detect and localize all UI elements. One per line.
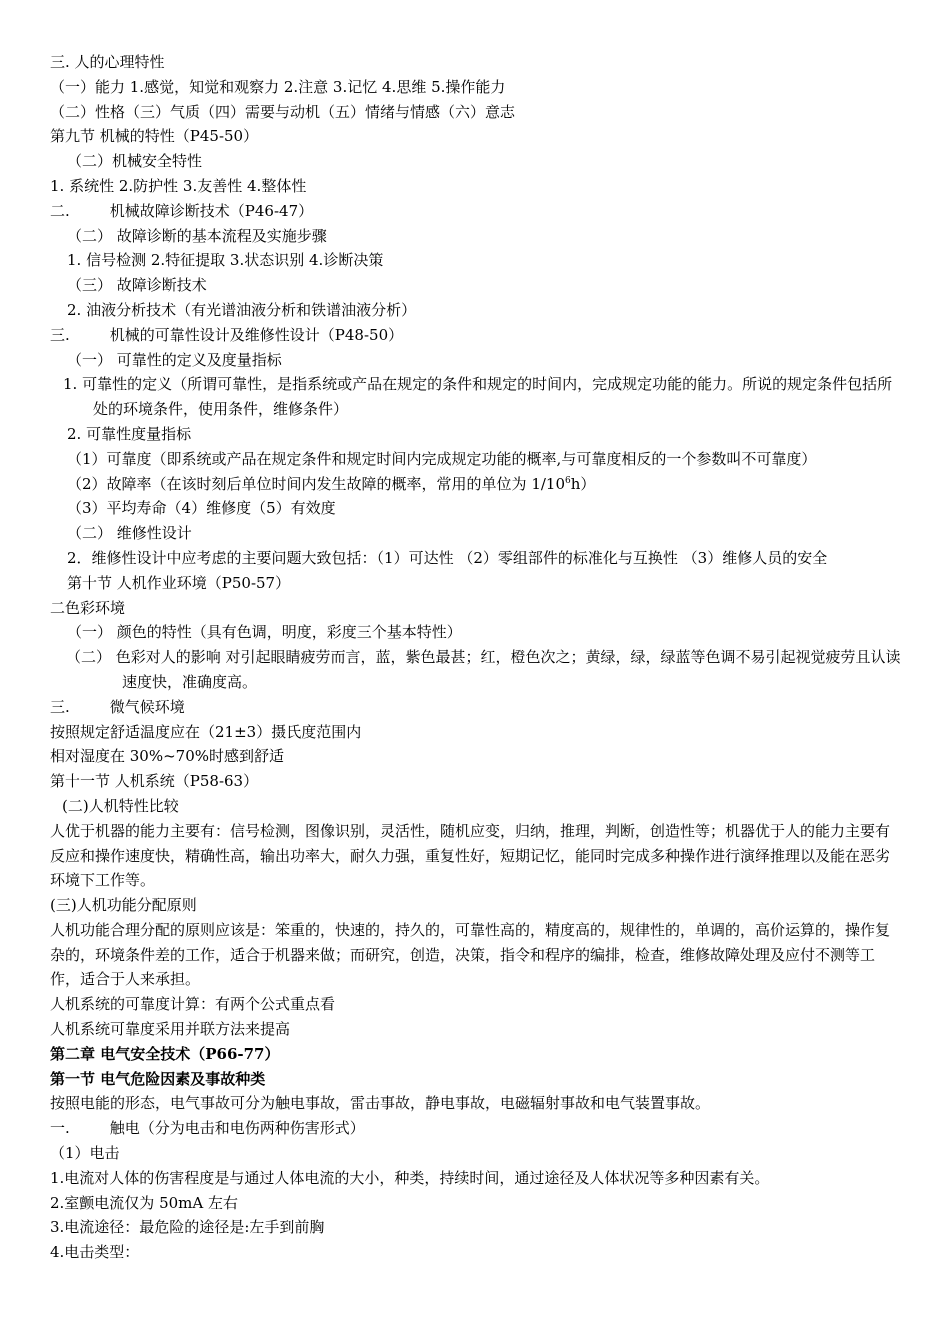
- section-heading: [50, 199, 902, 224]
- text-span: （2）故障率（在该时刻后单位时间内发生故障的概率，常用的单位为 1/10: [67, 474, 565, 493]
- text-line: （一）能力 1.感觉，知觉和观察力 2.注意 3.记忆 4.思维 5.操作能力: [50, 77, 506, 96]
- subsection-heading: （二） 故障诊断的基本流程及实施步骤: [67, 226, 327, 245]
- section-heading: [50, 695, 902, 720]
- text-line: （二）性格（三）气质（四）需要与动机（五）情绪与情感（六）意志: [50, 102, 516, 121]
- heading-text: 机械的可靠性设计及维修性设计（P48-50）: [109, 325, 404, 344]
- section-heading: [50, 323, 902, 348]
- text-line: 按照电能的形态，电气事故可分为触电事故，雷击事故，静电事故，电磁辐射事故和电气装置事故。: [50, 1094, 711, 1113]
- list-item: 1. 可靠性的定义（所谓可靠性，是指系统或产品在规定的条件和规定的时间内，完成规定功能的能力。所说的规定条件包括所处的环境条件，使用条件，维修条件）: [63, 375, 893, 419]
- text-line: [67, 472, 902, 497]
- subsection-heading: （1）电击: [50, 1144, 120, 1163]
- subsection-heading: （二）机械安全特性: [67, 152, 203, 171]
- subsection-heading: （二） 维修性设计: [67, 524, 192, 543]
- text-paragraph: 人机功能合理分配的原则应该是：笨重的，快速的，持久的，可靠性高的，精度高的，规律性的，单调的，高价运算的，操作复杂的，环境条件差的工作，适合于机器来做；而研究，创造，决策，指令和程序的编排，检查，维修故障处理及应付不测等工作，适合于人来承担。: [50, 920, 891, 989]
- heading-number: 一.: [50, 1119, 70, 1138]
- subsection-heading: （三） 故障诊断技术: [67, 276, 207, 295]
- list-item: 2. 油液分析技术（有光谱油液分析和铁谱油液分析）: [67, 300, 417, 319]
- heading-text: 机械故障诊断技术（P46-47）: [109, 201, 314, 220]
- heading-number: 三.: [50, 325, 70, 344]
- subsection-heading: (二)人机特性比较: [62, 796, 179, 815]
- list-item: 4.电击类型：: [50, 1243, 140, 1262]
- text-paragraph: （二） 色彩对人的影响 对引起眼睛疲劳而言，蓝，紫色最甚；红，橙色次之；黄绿，绿，绿蓝等色调不易引起视觉疲劳且认读速度快，准确度高。: [66, 648, 901, 691]
- heading-number: 二.: [50, 201, 70, 220]
- list-item: 1. 系统性 2.防护性 3.友善性 4.整体性: [50, 176, 307, 195]
- section-heading: 第十节 人机作业环境（P50-57）: [67, 573, 291, 592]
- text-line: 相对湿度在 30%~70%时感到舒适: [50, 747, 285, 766]
- text-line: （3）平均寿命（4）维修度（5）有效度: [67, 499, 336, 518]
- subsection-heading: (三)人机功能分配原则: [50, 896, 197, 915]
- subsection-heading: （一） 可靠性的定义及度量指标: [67, 350, 282, 369]
- heading-number: 三.: [50, 697, 70, 716]
- subsection-heading: （一） 颜色的特性（具有色调，明度，彩度三个基本特性）: [67, 623, 462, 642]
- list-item: 2. 可靠性度量指标: [67, 424, 192, 443]
- list-item: 1.电流对人体的伤害程度是与通过人体电流的大小，种类，持续时间，通过途径及人体状况等多种因素有关。: [50, 1168, 770, 1187]
- heading-text: 微气候环境: [109, 697, 185, 716]
- list-item: 3.电流途径：最危险的途径是:左手到前胸: [50, 1218, 325, 1237]
- text-paragraph: 2．维修性设计中应考虑的主要问题大致包括：（1）可达性 （2）零组部件的标准化与互换性 （3）维修人员的安全: [67, 548, 828, 567]
- list-item: 2.室颤电流仅为 50mA 左右: [50, 1193, 238, 1212]
- list-item: 1. 信号检测 2.特征提取 3.状态识别 4.诊断决策: [67, 251, 384, 270]
- section-heading: 第九节 机械的特性（P45-50）: [50, 127, 259, 146]
- text-line: 人机系统的可靠度计算：有两个公式重点看: [50, 995, 336, 1014]
- text-span: h）: [570, 474, 596, 493]
- section-heading: 三. 人的心理特性: [50, 53, 165, 71]
- chapter-heading: 第二章 电气安全技术（P66-77）: [50, 1044, 280, 1063]
- superscript: 6: [565, 475, 571, 486]
- text-line: （1）可靠度（即系统或产品在规定条件和规定时间内完成规定功能的概率,与可靠度相反的一个参数叫不可靠度）: [67, 449, 817, 468]
- section-heading: 第一节 电气危险因素及事故种类: [50, 1069, 266, 1088]
- heading-text: 触电（分为电击和电伤两种伤害形式）: [109, 1119, 365, 1138]
- section-heading: [50, 1116, 902, 1141]
- text-line: 按照规定舒适温度应在（21±3）摄氏度范围内: [50, 722, 362, 741]
- section-heading: 二色彩环境: [50, 598, 126, 617]
- text-paragraph: 人优于机器的能力主要有：信号检测，图像识别，灵活性，随机应变，归纳，推理，判断，创造性等；机器优于人的能力主要有反应和操作速度快，精确性高，输出功率大，耐久力强，重复性好，短期记忆，能同时完成多种操作进行演绎推理以及能在恶劣环境下工作等。: [50, 821, 891, 890]
- section-heading: 第十一节 人机系统（P58-63）: [50, 772, 259, 791]
- text-line: 人机系统可靠度采用并联方法来提高: [50, 1020, 291, 1039]
